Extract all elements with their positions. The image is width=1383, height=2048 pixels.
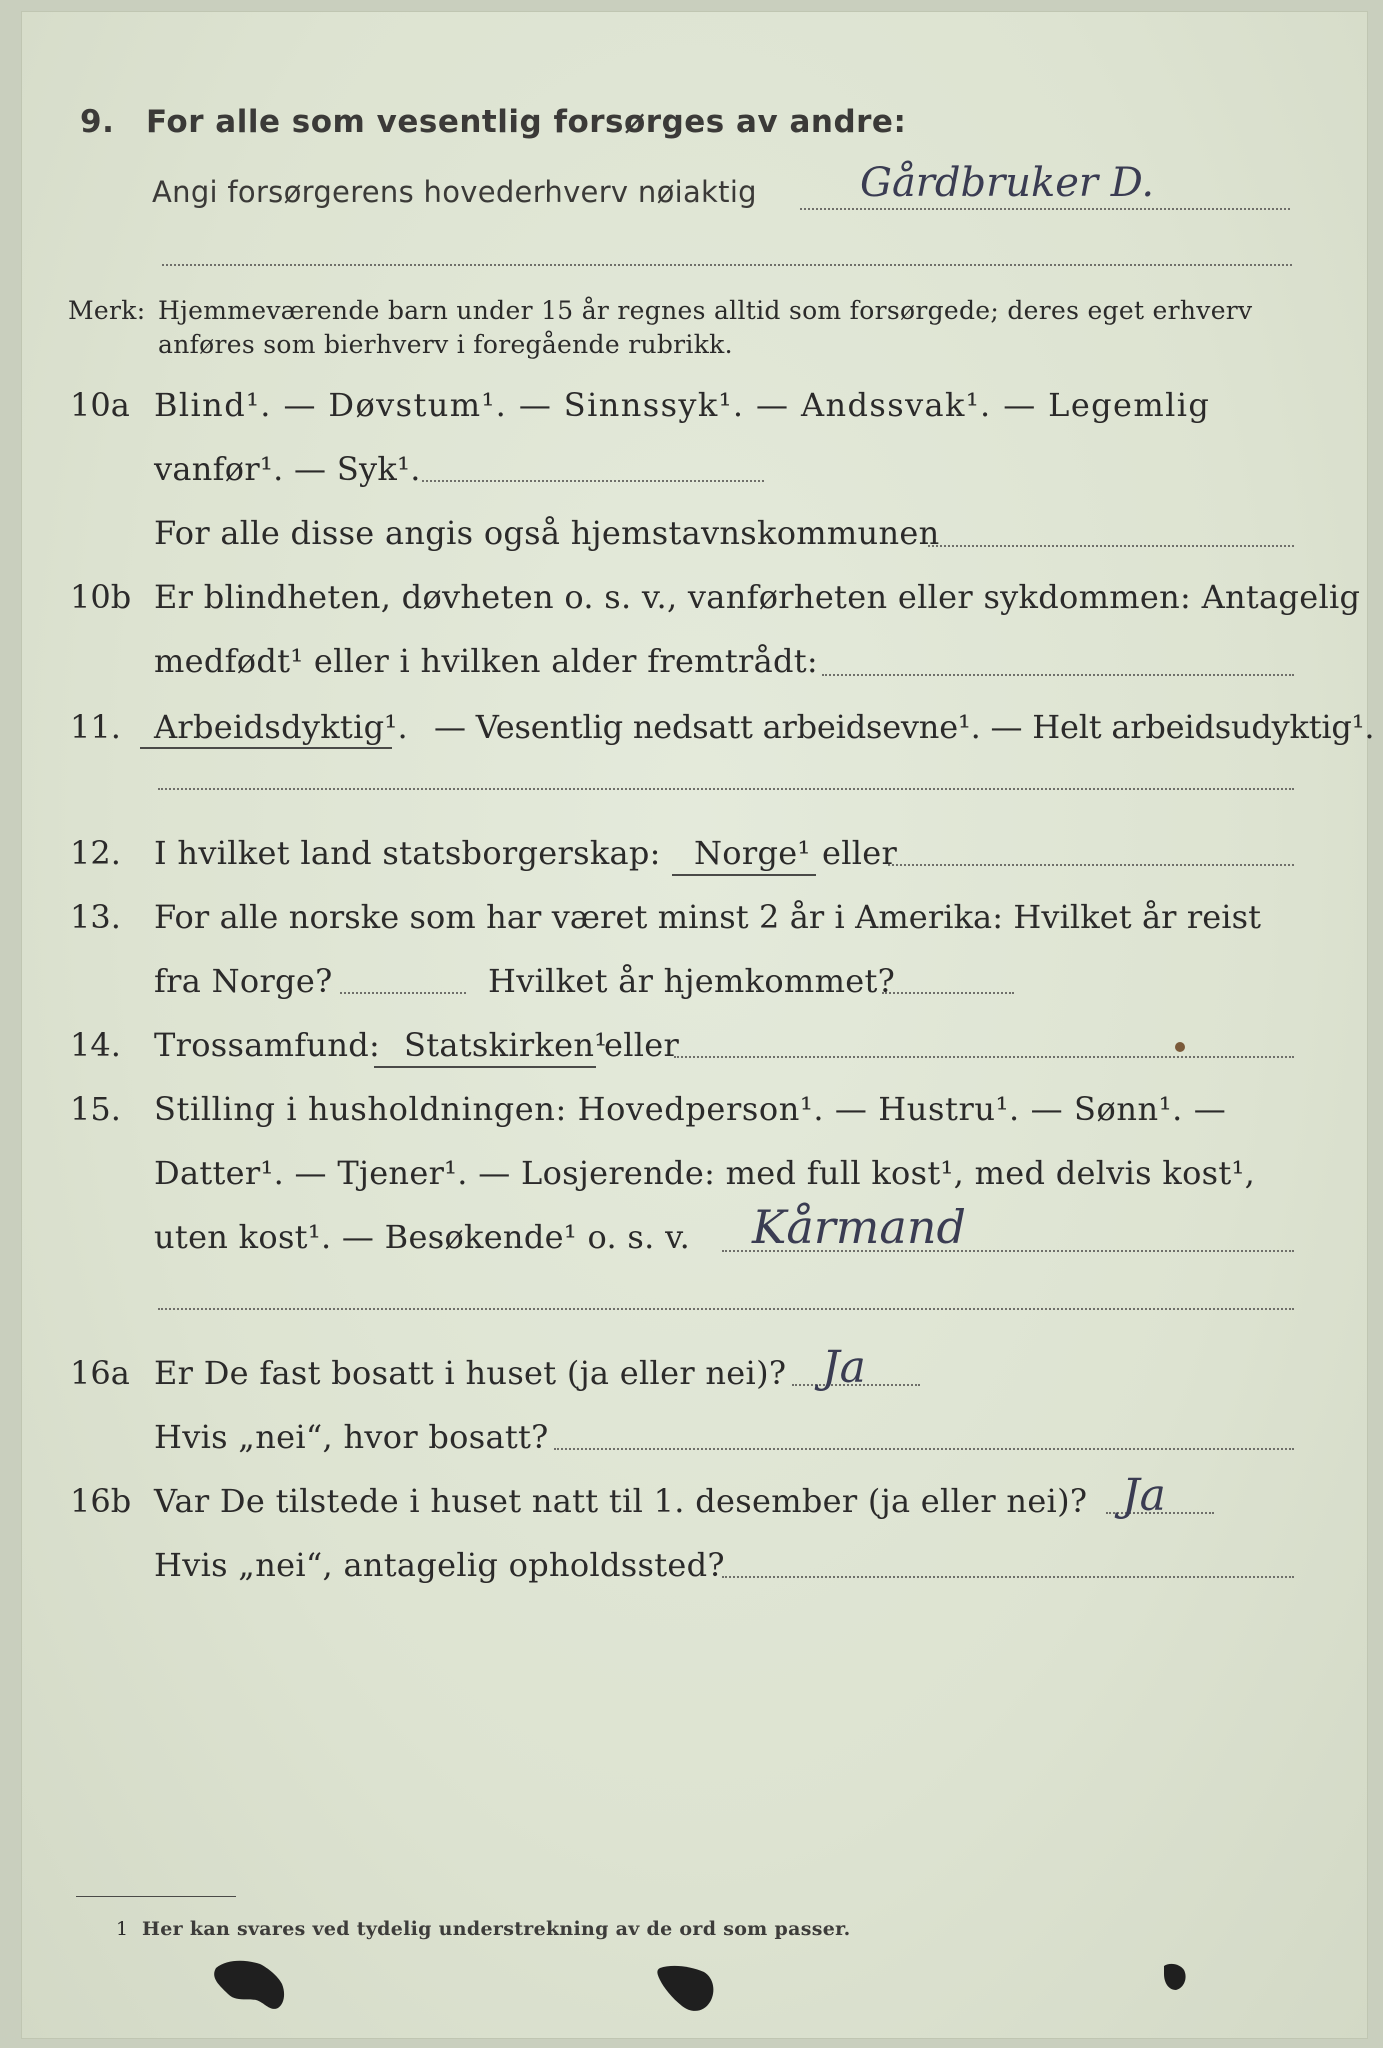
q14-option-statskirken: Statskirken¹ — [404, 1026, 608, 1064]
ink-blot-right — [1160, 1960, 1190, 1994]
q16a-line2-dots — [554, 1448, 1294, 1450]
q15-number: 15. — [70, 1090, 121, 1128]
q9-answer-line — [800, 208, 1290, 210]
q11-extra-line — [158, 788, 1294, 790]
q9-number: 9. — [80, 104, 115, 140]
q9-line1: For alle som vesentlig forsørges av andre: — [146, 104, 907, 140]
ink-blot-left — [208, 1954, 298, 2014]
q11-rest: — Vesentlig nedsatt arbeidsevne¹. — Helt arbeidsudyktig¹. — [434, 708, 1375, 746]
q14-underline — [374, 1066, 596, 1068]
q16a-line1: Er De fast bosatt i huset (ja eller nei)? — [154, 1354, 787, 1392]
q13-number: 13. — [70, 898, 121, 936]
q10a-number: 10a — [70, 386, 130, 424]
q16a-line2: Hvis „nei“, hvor bosatt? — [154, 1418, 549, 1456]
q11-number: 11. — [70, 708, 121, 746]
q13-line2a-dots — [340, 992, 466, 994]
q16b-line1: Var De tilstede i huset natt til 1. desember (ja eller nei)? — [154, 1482, 1088, 1520]
census-form-page — [22, 12, 1375, 2038]
q10a-line2: vanfør¹. — Syk¹. — [154, 450, 421, 488]
q15-extra-line — [158, 1308, 1294, 1310]
q12-underline — [672, 874, 816, 876]
q16a-handwritten-answer: Ja — [822, 1342, 866, 1393]
q13-line2b-dots — [882, 992, 1014, 994]
q15-handwritten-answer: Kårmand — [752, 1200, 966, 1254]
merk-line2: anføres som bierhverv i foregående rubrikk. — [158, 330, 733, 359]
footnote-rule — [76, 1896, 236, 1897]
q11-option-arbeidsdyktig: Arbeidsdyktig¹. — [154, 708, 408, 746]
q10a-line3: For alle disse angis også hjemstavnskommunen — [154, 514, 940, 552]
merk-label: Merk: — [68, 296, 146, 325]
q14-number: 14. — [70, 1026, 121, 1064]
q13-line2b: Hvilket år hjemkommet? — [488, 962, 896, 1000]
q15-line3: uten kost¹. — Besøkende¹ o. s. v. — [154, 1218, 691, 1256]
q10b-line2: medfødt¹ eller i hvilken alder fremtrådt: — [154, 642, 818, 680]
q15-line1: Stilling i husholdningen: Hovedperson¹. — Hustru¹. — Sønn¹. — — [154, 1090, 1227, 1128]
q12-prefix: I hvilket land statsborgerskap: — [154, 834, 661, 872]
q11-underline — [140, 747, 392, 749]
q10b-line2-dots — [822, 674, 1294, 676]
q12-number: 12. — [70, 834, 121, 872]
q14-prefix: Trossamfund: — [154, 1026, 381, 1064]
q13-line1: For alle norske som har været minst 2 år i Amerika: Hvilket år reist — [154, 898, 1262, 936]
merk-line1: Hjemmeværende barn under 15 år regnes alltid som forsørgede; deres eget erhverv — [158, 296, 1253, 325]
ink-blot-center — [654, 1958, 724, 2016]
q13-line2a: fra Norge? — [154, 962, 333, 1000]
q10a-line2-dots — [422, 480, 764, 482]
q10b-number: 10b — [70, 578, 132, 616]
q12-dots — [888, 864, 1294, 866]
q16b-line2-dots — [722, 1576, 1294, 1578]
q9-handwritten-answer: Gårdbruker D. — [860, 160, 1155, 206]
q9-line2: Angi forsørgerens hovederhverv nøiaktig — [152, 175, 757, 209]
footnote-mark: 1 — [116, 1918, 129, 1940]
q16b-number: 16b — [70, 1482, 132, 1520]
ink-dot-q14 — [1172, 1040, 1188, 1054]
q16b-handwritten-answer: Ja — [1122, 1470, 1166, 1521]
q12-option-norge: Norge¹ — [694, 834, 811, 872]
q14-post: eller — [604, 1026, 680, 1064]
q10a-line1: Blind¹. — Døvstum¹. — Sinnssyk¹. — Andssvak¹. — Legemlig — [154, 386, 1211, 424]
q16a-number: 16a — [70, 1354, 130, 1392]
q12-post: eller — [822, 834, 898, 872]
q10b-line1: Er blindheten, døvheten o. s. v., vanførheten eller sykdommen: Antagelig — [154, 578, 1361, 616]
q9-extra-line — [162, 264, 1292, 266]
footnote-text: Her kan svares ved tydelig understrekning av de ord som passer. — [142, 1918, 851, 1940]
q14-dots — [674, 1056, 1294, 1058]
q16b-line2: Hvis „nei“, antagelig opholdssted? — [154, 1546, 725, 1584]
q10a-line3-dots — [928, 545, 1294, 547]
q15-line2: Datter¹. — Tjener¹. — Losjerende: med full kost¹, med delvis kost¹, — [154, 1154, 1256, 1192]
